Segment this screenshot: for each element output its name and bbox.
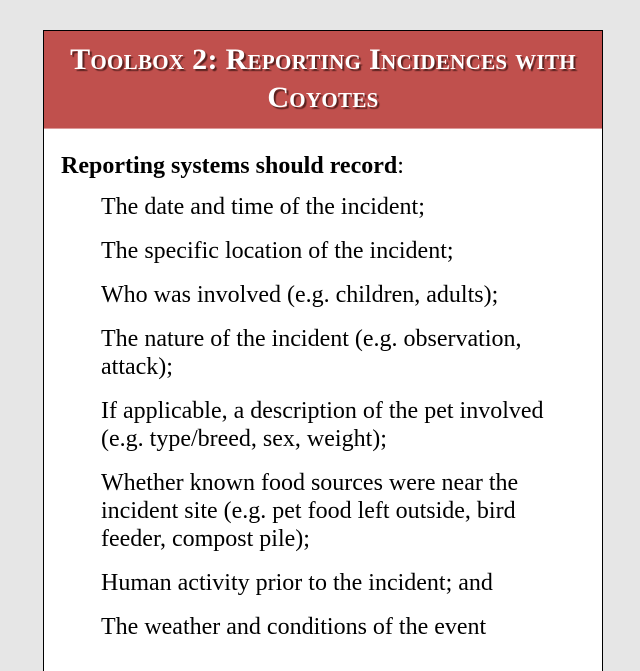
list-item: The nature of the incident (e.g. observation, attack); bbox=[101, 326, 522, 380]
intro-bold: Reporting systems should record bbox=[61, 153, 398, 179]
toolbox-panel bbox=[43, 30, 603, 671]
toolbox-content bbox=[44, 129, 602, 641]
toolbox-header bbox=[44, 31, 602, 129]
intro-line bbox=[61, 151, 602, 181]
list-item: Human activity prior to the incident; and bbox=[101, 570, 493, 596]
toolbox-title: Toolbox 2: Reporting Incidences with Coyotes bbox=[70, 42, 576, 114]
list-item: The specific location of the incident; bbox=[101, 238, 454, 264]
list-item: If applicable, a description of the pet involved (e.g. type/breed, sex, weight); bbox=[101, 398, 544, 452]
list-item: The date and time of the incident; bbox=[101, 194, 425, 220]
list-item: Who was involved (e.g. children, adults); bbox=[101, 282, 499, 308]
list-item: The weather and conditions of the event bbox=[101, 614, 487, 640]
intro-suffix: : bbox=[397, 153, 404, 179]
list-item: Whether known food sources were near the incident site (e.g. pet food left outside, bird feeder, compost pile); bbox=[101, 470, 519, 552]
